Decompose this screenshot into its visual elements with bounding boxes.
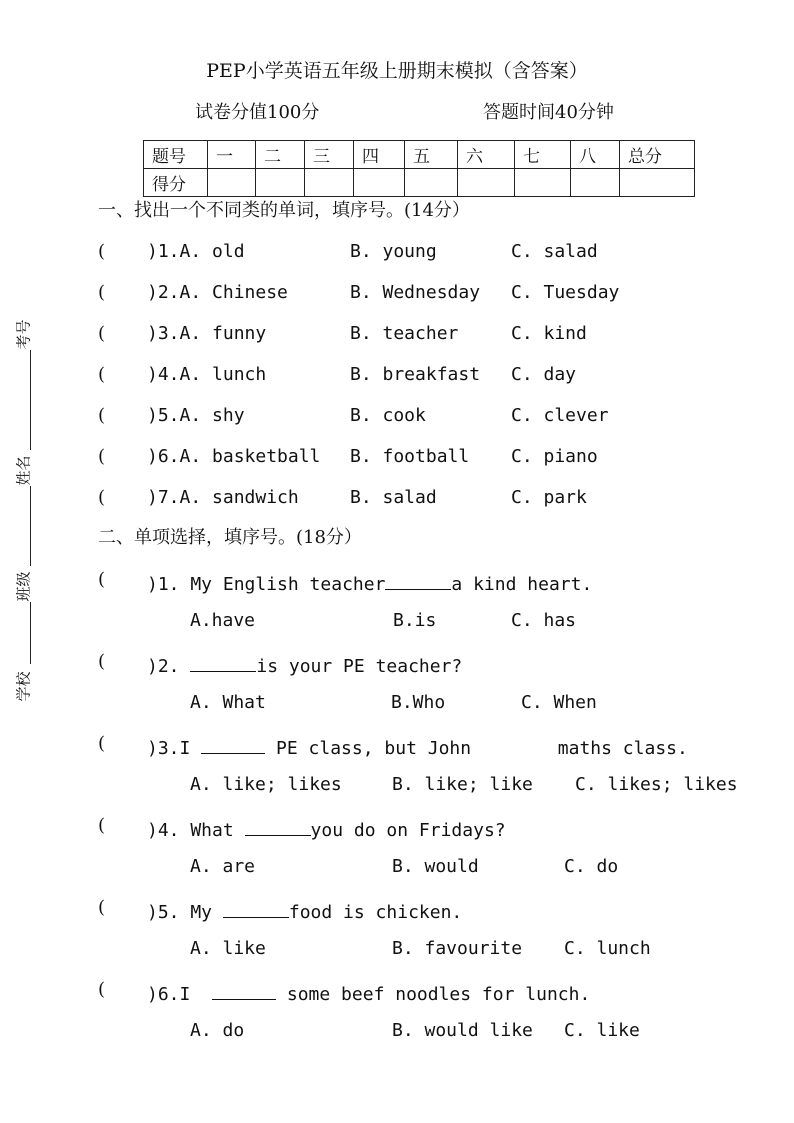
- option-a: )4.A. lunch: [147, 364, 267, 385]
- option-a: )5.A. shy: [147, 405, 245, 426]
- table-header-cell: 二: [256, 141, 305, 169]
- option-c: C. do: [564, 856, 619, 877]
- question-suffix: food is chicken.: [288, 902, 463, 923]
- option-c: C. lunch: [564, 938, 651, 959]
- option-c: C. clever: [511, 405, 609, 426]
- question-prefix: )3.I: [147, 738, 202, 759]
- question-text: [147, 571, 592, 594]
- option-a: )2.A. Chinese: [147, 282, 288, 303]
- answer-blank[interactable]: [190, 653, 256, 672]
- table-header-cell: 题号: [144, 141, 208, 169]
- score-cell[interactable]: [354, 169, 405, 197]
- question-suffix: you do on Fridays?: [310, 820, 506, 841]
- table-header-cell: 总分: [620, 141, 695, 169]
- question-prefix: )6.I: [147, 984, 213, 1005]
- option-a: A. do: [190, 1020, 245, 1041]
- option-c: C. salad: [511, 241, 598, 262]
- class-line[interactable]: [30, 602, 31, 664]
- question-text: [147, 899, 462, 922]
- option-b: B. like; like: [392, 774, 533, 795]
- option-b: B. Wednesday: [350, 282, 481, 303]
- answer-paren[interactable]: (: [98, 733, 106, 754]
- answer-paren[interactable]: (: [98, 446, 106, 467]
- option-b: B. favourite: [392, 938, 523, 959]
- option-b: B. teacher: [350, 323, 459, 344]
- option-a: )6.A. basketball: [147, 446, 321, 467]
- time-label: 答题时间40分钟: [483, 102, 614, 123]
- option-b: B. cook: [350, 405, 426, 426]
- option-c: C. kind: [511, 323, 587, 344]
- score-value-label: 试卷分值100分: [195, 102, 320, 123]
- option-b: B. breakfast: [350, 364, 481, 385]
- option-a: A. like; likes: [190, 774, 342, 795]
- question-prefix: )2.: [147, 656, 191, 677]
- answer-paren[interactable]: (: [98, 364, 106, 385]
- score-cell[interactable]: [405, 169, 458, 197]
- option-c: C. When: [521, 692, 597, 713]
- option-c: C. piano: [511, 446, 598, 467]
- option-b: B.is: [393, 610, 437, 631]
- option-c: C. like: [564, 1020, 640, 1041]
- answer-paren[interactable]: (: [98, 979, 106, 1000]
- name-label: 姓名: [14, 455, 33, 486]
- score-cell[interactable]: [305, 169, 354, 197]
- score-cell[interactable]: [515, 169, 571, 197]
- option-b: B. young: [350, 241, 437, 262]
- option-b: B.Who: [391, 692, 446, 713]
- option-a: A. like: [190, 938, 266, 959]
- option-a: A. What: [190, 692, 266, 713]
- option-b: B. salad: [350, 487, 437, 508]
- table-header-cell: 七: [515, 141, 571, 169]
- question-text: [147, 735, 688, 758]
- option-a: A.have: [190, 610, 256, 631]
- option-c: C. has: [511, 610, 577, 631]
- answer-paren[interactable]: (: [98, 323, 106, 344]
- table-header-cell: 五: [405, 141, 458, 169]
- question-prefix: )1. My English teacher: [147, 574, 386, 595]
- score-table-header-row: [144, 141, 695, 169]
- answer-blank[interactable]: [245, 817, 311, 836]
- exam-no-label: 考号: [14, 319, 33, 350]
- option-c: C. day: [511, 364, 577, 385]
- option-c: C. Tuesday: [511, 282, 620, 303]
- option-a: )7.A. sandwich: [147, 487, 299, 508]
- name-line[interactable]: [30, 486, 31, 566]
- option-a: )3.A. funny: [147, 323, 267, 344]
- answer-blank[interactable]: [223, 899, 289, 918]
- option-b: B. would: [392, 856, 479, 877]
- page-title: PEP小学英语五年级上册期末模拟（含答案）: [206, 60, 588, 82]
- question-prefix: )5. My: [147, 902, 223, 923]
- question-suffix: some beef noodles for lunch.: [276, 984, 591, 1005]
- question-text: [147, 817, 506, 840]
- answer-paren[interactable]: (: [98, 241, 106, 262]
- answer-paren[interactable]: (: [98, 282, 106, 303]
- answer-paren[interactable]: (: [98, 569, 106, 590]
- option-c: C. park: [511, 487, 587, 508]
- option-a: )1.A. old: [147, 241, 245, 262]
- table-row-label: 得分: [144, 169, 208, 197]
- option-b: B. football: [350, 446, 470, 467]
- question-suffix: is your PE teacher?: [256, 656, 463, 677]
- answer-paren[interactable]: (: [98, 487, 106, 508]
- question-text: [147, 981, 590, 1004]
- table-header-cell: 一: [208, 141, 256, 169]
- answer-paren[interactable]: (: [98, 651, 106, 672]
- answer-paren[interactable]: (: [98, 405, 106, 426]
- answer-paren[interactable]: (: [98, 815, 106, 836]
- question-suffix: PE class, but John maths class.: [265, 738, 688, 759]
- score-cell[interactable]: [620, 169, 695, 197]
- score-cell[interactable]: [208, 169, 256, 197]
- score-table: [143, 140, 695, 197]
- option-c: C. likes; likes: [575, 774, 738, 795]
- exam-no-line[interactable]: [30, 350, 31, 450]
- answer-blank[interactable]: [201, 735, 265, 754]
- school-label: 学校: [14, 671, 33, 702]
- answer-blank[interactable]: [212, 981, 276, 1000]
- section2-heading: 二、单项选择，填序号。(18分）: [98, 527, 362, 548]
- score-table-score-row: [144, 169, 695, 197]
- answer-blank[interactable]: [385, 571, 451, 590]
- score-cell[interactable]: [571, 169, 620, 197]
- question-suffix: a kind heart.: [451, 574, 593, 595]
- question-prefix: )4. What: [147, 820, 245, 841]
- score-cell[interactable]: [256, 169, 305, 197]
- class-label: 班级: [14, 571, 33, 602]
- binding-strip: [8, 310, 38, 710]
- table-header-cell: 六: [458, 141, 515, 169]
- score-cell[interactable]: [458, 169, 515, 197]
- option-a: A. are: [190, 856, 256, 877]
- section1-heading: 一、找出一个不同类的单词，填序号。(14分）: [98, 200, 470, 221]
- table-header-cell: 四: [354, 141, 405, 169]
- table-header-cell: 三: [305, 141, 354, 169]
- question-text: [147, 653, 462, 676]
- option-b: B. would like: [392, 1020, 533, 1041]
- answer-paren[interactable]: (: [98, 897, 106, 918]
- table-header-cell: 八: [571, 141, 620, 169]
